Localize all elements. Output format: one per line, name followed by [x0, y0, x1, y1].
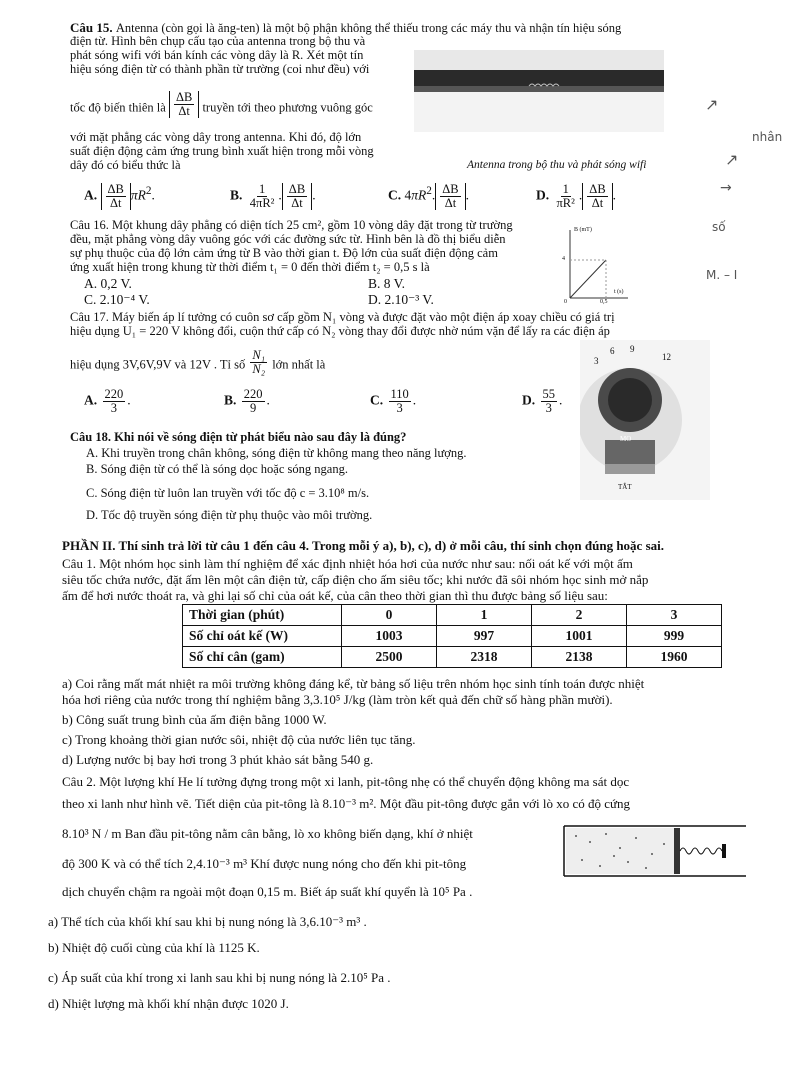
c2-line2: theo xi lanh như hình vẽ. Tiết diện của pit-tông là 8.10⁻³ m². Một đầu pit-tông được gắn với lò xo có độ cứng — [62, 796, 631, 811]
c2-line5: dịch chuyển chậm ra ngoài một đoạn 0,15 m. Biết áp suất khí quyển là 10⁵ Pa . — [62, 884, 473, 899]
table-cell: 2500 — [342, 647, 437, 668]
q17-option-c[interactable]: C. $\frac{110}{3}$ . — [370, 387, 417, 415]
q15-line5b: truyền tới theo phương vuông góc — [202, 100, 373, 115]
q16-option-c[interactable]: C. 2.10⁻⁴ V. — [84, 292, 150, 307]
table-cell: 1960 — [627, 647, 722, 668]
c1-data-table — [182, 604, 722, 668]
margin-arrow-1: ↗ — [705, 95, 719, 114]
q15-line2: điện từ. Hình bên chụp cấu tạo của antenna trong bộ thu và — [70, 34, 366, 48]
q17-a-den: 3 — [110, 401, 117, 415]
q16-line3: sự phụ thuộc của độ lớn cảm ứng từ B vào thời gian t. Độ lớn của suất điện động cảm — [70, 246, 498, 260]
q15-abs-dB-dt: $\frac{\Delta B}{\Delta t}$ — [169, 91, 199, 118]
c1-line1: Câu 1. Một nhóm học sinh làm thí nghiệm để xác định nhiệt hóa hơi của nước như sau: nối oát kế với một ấm — [62, 556, 633, 571]
part2-heading — [62, 538, 664, 553]
q17-ratio-den: N₂ — [252, 362, 266, 376]
q15-option-d[interactable]: D. $\frac{1}{\text{πR²}}$ . $\frac{\Delta B}{\Delta t}$ . — [536, 182, 617, 210]
q15-option-c-label: C. — [388, 187, 402, 203]
dial-mark-12: 12 — [662, 352, 671, 362]
q17-line3b: lớn nhất là — [272, 357, 326, 372]
q16-graph-xtick: 0,5 — [600, 299, 608, 305]
margin-note-2: số — [712, 220, 726, 234]
c1-d[interactable]: d) Lượng nước bị bay hơi trong 3 phút khảo sát bằng 540 g. — [62, 752, 374, 767]
table-cell: 2318 — [437, 647, 532, 668]
dial-mark-9: 9 — [630, 344, 635, 354]
part2-heading-rest: Thí sinh trả lời từ câu 1 đến câu 4. Trong mỗi ý a), b), c), d) ở mỗi câu, thí sinh chọn đúng hoặc sai. — [115, 538, 664, 553]
antenna-photo — [414, 50, 664, 160]
q15-option-d-label: D. — [536, 187, 550, 203]
q15-line8: dây đó có biểu thức là — [70, 158, 181, 172]
table-row — [183, 605, 722, 626]
c1-a-line1[interactable]: a) Coi rằng mất mát nhiệt ra môi trường không đáng kể, từ bảng số liệu trên nhóm học sinh tính toán được nhiệt — [62, 676, 645, 691]
q16-line1: Câu 16. Một khung dây phẳng có diện tích 25 cm², gồm 10 vòng dây đặt trong từ trường — [70, 218, 513, 232]
part2-heading-bold: PHẦN II. — [62, 538, 116, 553]
table-row — [183, 647, 722, 668]
c2-cylinder-svg — [560, 820, 750, 882]
q17-b-den: 9 — [250, 401, 257, 415]
q15-line7: suất điện động cảm ứng trung bình xuất hiện trong mỗi vòng — [70, 144, 374, 158]
q17-c-num: 110 — [390, 387, 409, 401]
q18-option-a[interactable]: A. Khi truyền trong chân không, sóng điện từ không mang theo năng lượng. — [86, 446, 467, 460]
q17-option-d-label: D. — [522, 392, 536, 408]
margin-note-1: nhân — [752, 130, 783, 144]
margin-note-3: M. – I — [706, 268, 738, 282]
q17-d-num: 55 — [542, 387, 555, 401]
q15-title: Câu 15. — [70, 20, 113, 35]
q16-line2: đều, mặt phẳng vòng dây vuông góc với các đường sức từ. Hình bên là đồ thị biểu diễn — [70, 232, 506, 246]
dial-mark-6: 6 — [610, 346, 615, 356]
q15-line3: phát sóng wifi với bán kính các vòng dây là R. Xét một tín — [70, 48, 364, 62]
q17-option-b[interactable]: B. $\frac{220}{9}$ . — [224, 387, 270, 415]
c2-cylinder-figure — [560, 820, 750, 882]
c2-c[interactable]: c) Áp suất của khí trong xi lanh sau khi bị nung nóng là 2.10⁵ Pa . — [48, 970, 391, 985]
table-cell: 1001 — [532, 626, 627, 647]
q17-line1: Câu 17. Máy biến áp lí tưởng có cuôn sơ cấp gồm N₁ vòng và được đặt vào một điện áp xoay chiều có giá trị — [70, 310, 615, 324]
q16-graph-xlabel: t (s) — [614, 289, 624, 295]
antenna-caption: Antenna trong bộ thu và phát sóng wifi — [467, 159, 647, 171]
table-row — [183, 626, 722, 647]
margin-arrow-3: → — [720, 180, 732, 196]
q17-c-den: 3 — [396, 401, 403, 415]
table-header-mass: Số chỉ cân (gam) — [183, 647, 342, 668]
q18-option-b[interactable]: B. Sóng điện từ có thể là sóng dọc hoặc sóng ngang. — [86, 462, 348, 476]
q15-text1: Antenna (còn gọi là ăng-ten) là một bộ phận không thể thiếu trong các máy thu và nhận tín hiệu sóng — [115, 21, 622, 35]
c2-line4: độ 300 K và có thể tích 2,4.10⁻³ m³ Khí được nung nóng cho đến khi pit-tông — [62, 856, 467, 871]
q18-option-d[interactable]: D. Tốc độ truyền sóng điện từ phụ thuộc vào môi trường. — [86, 508, 373, 522]
q16-option-a[interactable]: A. 0,2 V. — [84, 276, 132, 291]
table-cell: 999 — [627, 626, 722, 647]
q16-option-d[interactable]: D. 2.10⁻³ V. — [368, 292, 434, 307]
q17-option-a[interactable]: A. $\frac{220}{3}$ . — [84, 387, 131, 415]
antenna-drawing — [414, 50, 664, 160]
margin-arrow-2: ↗ — [725, 150, 739, 169]
c1-a-line2: hóa hơi riêng của nước trong thí nghiệm bằng 3,3.10⁵ J/kg (làm tròn kết quả đến chữ số hàng phần mười). — [62, 692, 613, 707]
table-cell: 2 — [532, 605, 627, 626]
q15-line6: với mặt phẳng các vòng dây trong antenna. Khi đó, độ lớn — [70, 130, 362, 144]
q15-option-b[interactable]: B. $\frac{1}{\text{4πR²}}$ . $\frac{\Delta B}{\Delta t}$ . — [230, 182, 316, 210]
q15-option-c[interactable]: C. $4\pi R^2$. $\frac{\Delta B}{\Delta t}$ . — [388, 182, 470, 210]
q17-line3 — [70, 348, 326, 379]
q17-line2: hiệu dụng U₁ = 220 V không đổi, cuộn thứ cấp có N₂ vòng thay đổi được nhờ núm vặn để lấy ra các điện áp — [70, 324, 610, 338]
q15-option-a[interactable]: A. $\frac{\Delta B}{\Delta t}$ $\pi R^2$. — [84, 182, 155, 210]
q17-line3a: hiệu dụng 3V,6V,9V và 12V . Tỉ số — [70, 357, 246, 372]
q17-option-b-label: B. — [224, 392, 237, 408]
table-header-watt: Số chỉ oát kế (W) — [183, 626, 342, 647]
q15-option-b-label: B. — [230, 187, 243, 203]
c2-line1: Câu 2. Một lượng khí He lí tưởng đựng trong một xi lanh, pit-tông nhẹ có thể chuyển động không ma sát dọc — [62, 774, 630, 789]
c1-c[interactable]: c) Trong khoảng thời gian nước sôi, nhiệt độ của nước liên tục tăng. — [62, 732, 416, 747]
q16-graph — [560, 226, 630, 306]
q17-dial-svg — [580, 340, 710, 500]
q16-graph-ytick: 4 — [562, 256, 565, 262]
q15-line5 — [70, 90, 373, 122]
q18-option-c[interactable]: C. Sóng điện từ luôn lan truyền với tốc độ c = 3.10⁸ m/s. — [86, 486, 370, 500]
q16-line4: ứng xuất hiện trong khung từ thời điểm t₁ = 0 đến thời điểm t₂ = 0,5 s là — [70, 260, 430, 274]
table-cell: 2138 — [532, 647, 627, 668]
q15-option-a-label: A. — [84, 187, 98, 203]
q17-option-a-label: A. — [84, 392, 98, 408]
c2-b[interactable]: b) Nhiệt độ cuối cùng của khí là 1125 K. — [48, 940, 260, 955]
q17-dial-photo — [580, 340, 710, 500]
dial-label-top: MO — [620, 435, 632, 443]
table-cell: 1 — [437, 605, 532, 626]
c2-d[interactable]: d) Nhiệt lượng mà khối khí nhận được 1020 J. — [48, 996, 289, 1011]
dial-mark-3: 3 — [594, 356, 599, 366]
c1-b[interactable]: b) Công suất trung bình của ấm điện bằng 1000 W. — [62, 712, 327, 727]
q17-ratio — [250, 349, 267, 376]
q16-option-b[interactable]: B. 8 V. — [368, 276, 406, 291]
q17-b-num: 220 — [243, 387, 263, 401]
c1-line2: siêu tốc chứa nước, đặt ấm lên một cân điện tử, cấp điện cho ấm siêu tốc; khi nước đã sôi nhóm học sinh mở nắp — [62, 572, 649, 587]
c2-line3: 8.10³ N / m Ban đầu pit-tông nằm cân bằng, lò xo không biến dạng, khí ở nhiệt — [62, 826, 473, 841]
q15-line4: hiệu sóng điện từ có thành phần từ trường (coi như đều) với — [70, 62, 370, 76]
table-cell: 1003 — [342, 626, 437, 647]
q16-graph-ylabel: B (mT) — [574, 227, 592, 233]
q17-option-d[interactable]: D. $\frac{55}{3}$ . — [522, 387, 563, 415]
q17-option-c-label: C. — [370, 392, 384, 408]
c2-a[interactable]: a) Thể tích của khối khí sau khi bị nung nóng là 3,6.10⁻³ m³ . — [48, 914, 367, 929]
table-cell: 997 — [437, 626, 532, 647]
table-cell: 3 — [627, 605, 722, 626]
c1-line3: ấm để hơi nước thoát ra, và ghi lại số chỉ của oát kế, của cân theo thời gian thì thu được bảng số liệu sau: — [62, 588, 608, 603]
q18-stem: Câu 18. Khi nói về sóng điện từ phát biểu nào sau đây là đúng? — [70, 430, 407, 444]
q17-d-den: 3 — [545, 401, 552, 415]
table-cell: 0 — [342, 605, 437, 626]
table-header-time: Thời gian (phút) — [183, 605, 342, 626]
q17-ratio-num: N₁ — [252, 348, 266, 362]
q17-a-num: 220 — [104, 387, 124, 401]
dial-label-bottom: TẮT — [618, 483, 632, 491]
q16-graph-origin: 0 — [564, 299, 567, 305]
q15-line5a: tốc độ biến thiên là — [70, 100, 166, 115]
